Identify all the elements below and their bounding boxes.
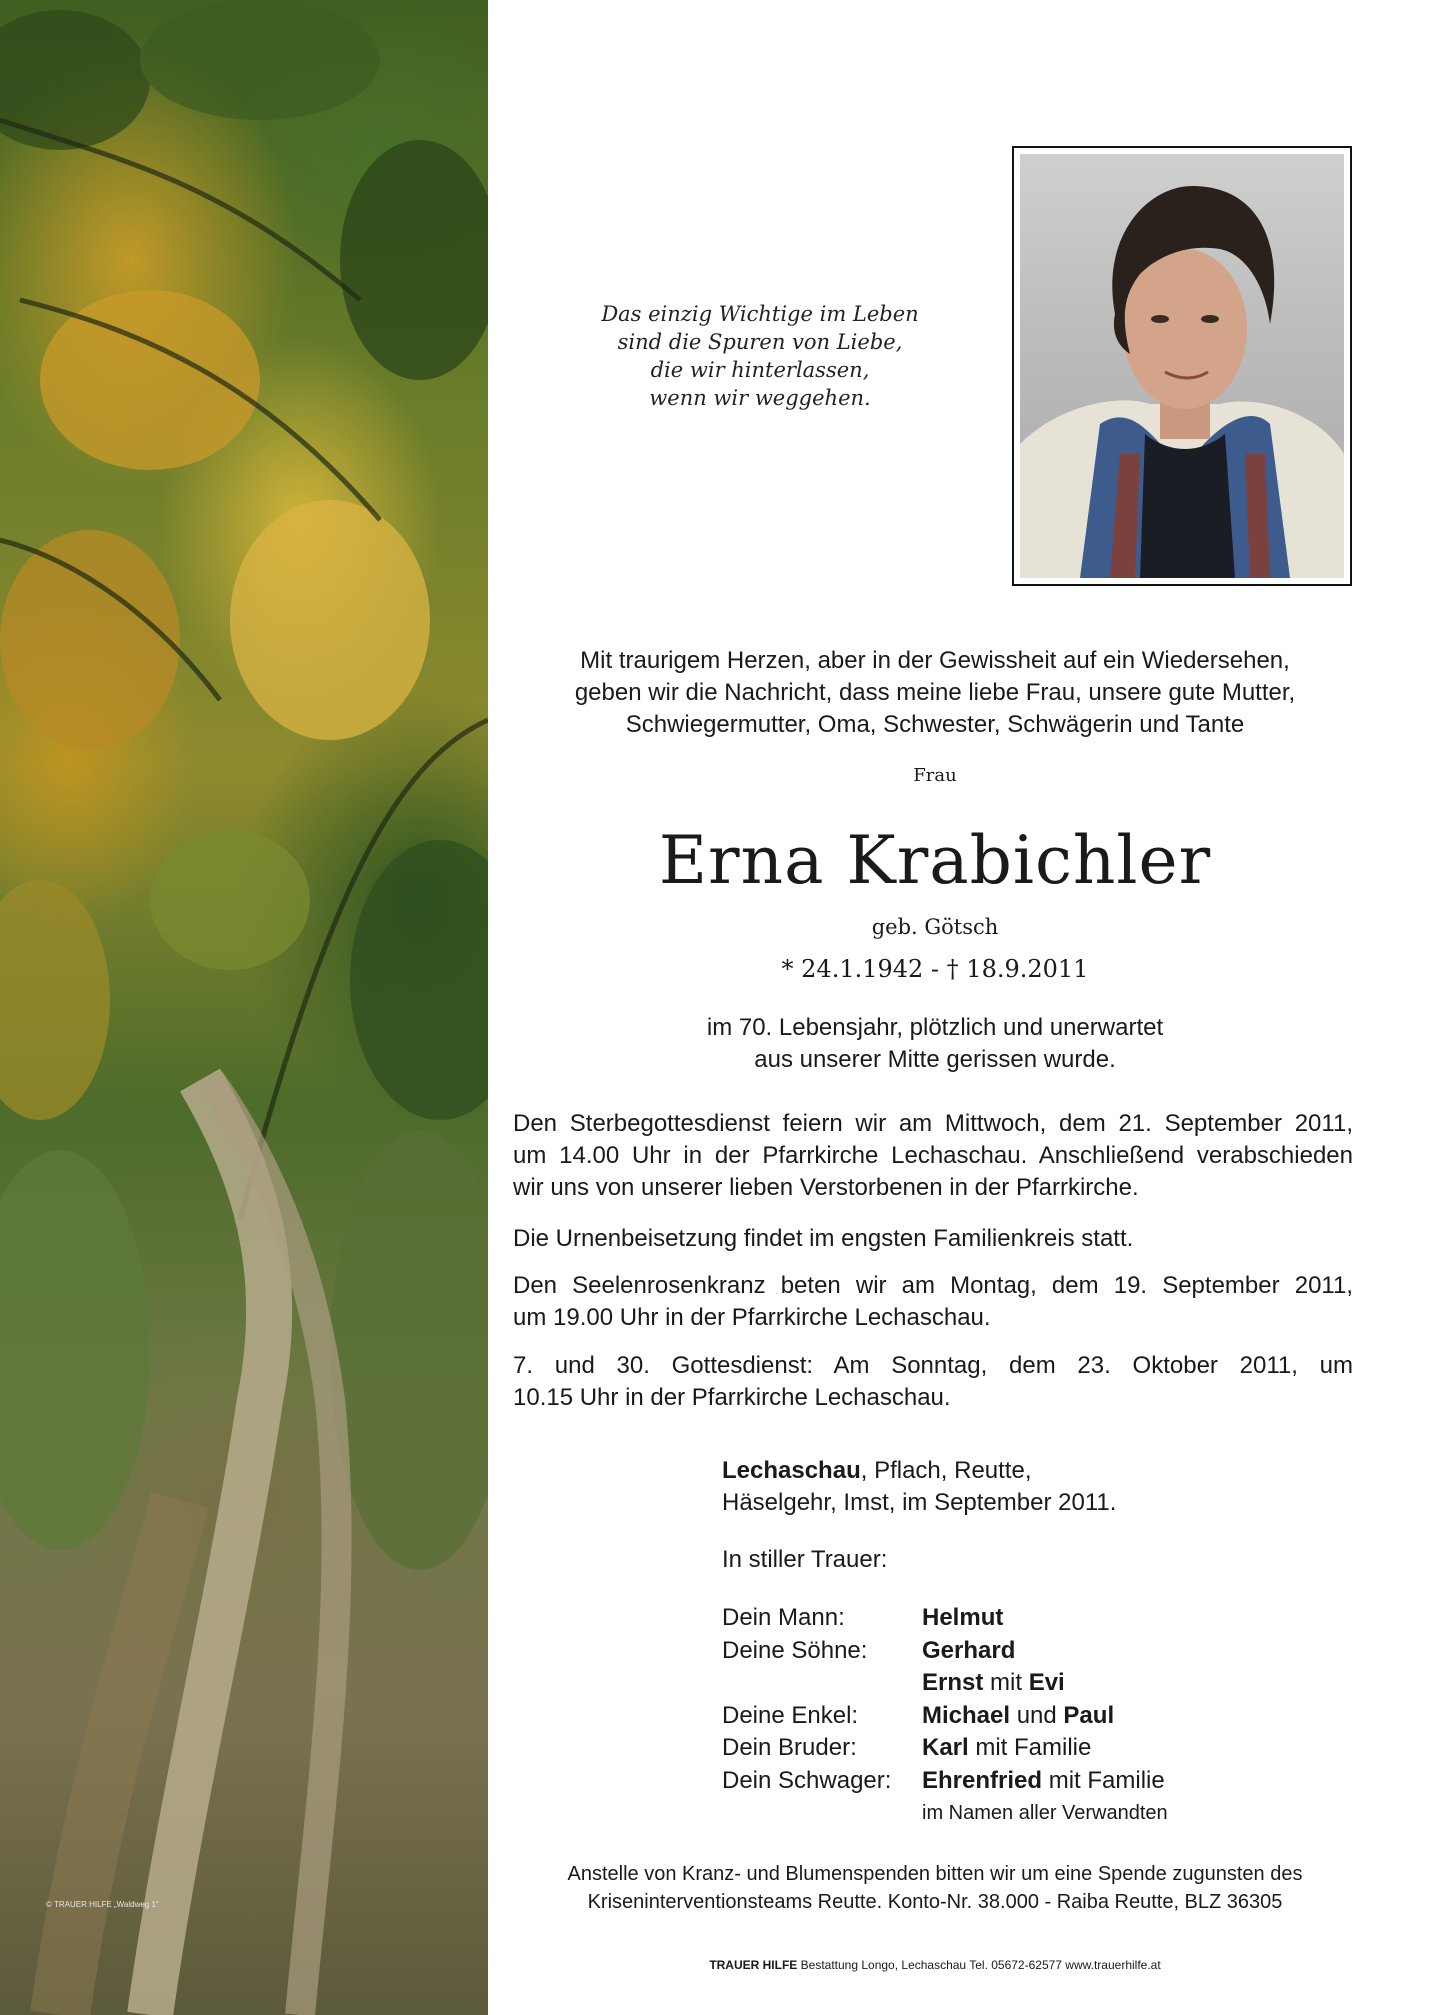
mourner-relation: Dein Mann:	[722, 1604, 845, 1631]
rosary-paragraph	[513, 1270, 1353, 1334]
life-dates: * 24.1.1942 - † 18.9.2011	[781, 955, 1089, 983]
mourner-connector: mit	[983, 1669, 1029, 1696]
paragraph-line: Den Seelenrosenkranz beten wir am Montag, dem 19. September 2011,	[513, 1272, 1353, 1299]
intro-line: Schwiegermutter, Oma, Schwester, Schwägerin und Tante	[625, 711, 1245, 738]
paragraph-line: 10.15 Uhr in der Pfarrkirche Lechaschau.	[513, 1384, 951, 1411]
funeral-service-paragraph	[513, 1108, 1353, 1204]
portrait-photo	[1020, 154, 1344, 578]
place-line2: Häselgehr, Imst, im September 2011.	[722, 1489, 1117, 1516]
mourner-name: Ehrenfried	[922, 1766, 1043, 1794]
mourner-name: Ernst	[922, 1669, 984, 1696]
honorific: Frau	[913, 765, 957, 786]
image-copyright: © TRAUER HILFE „Waldweg 1“	[46, 1900, 159, 1909]
mourner-name: Gerhard	[922, 1636, 1016, 1664]
quote-line: sind die Spuren von Liebe,	[617, 330, 903, 354]
mourner-connector: und	[1010, 1701, 1064, 1729]
portrait-frame	[1012, 146, 1352, 586]
mourner-connector: mit Familie	[1042, 1766, 1165, 1794]
mourner-relation: Deine Enkel:	[722, 1701, 859, 1729]
quote-line: die wir hinterlassen,	[650, 358, 870, 382]
deceased-name: Erna Krabichler	[658, 822, 1212, 899]
urn-burial-paragraph	[513, 1223, 1353, 1255]
paragraph-line: um 19.00 Uhr in der Pfarrkirche Lechaschau.	[513, 1304, 991, 1331]
forest-path-image	[0, 0, 488, 2015]
footer-brand: TRAUER HILFE	[709, 1958, 798, 1972]
mourner-name: Karl	[922, 1734, 969, 1761]
age-line: aus unserer Mitte gerissen wurde.	[754, 1046, 1116, 1073]
paragraph-line: 7. und 30. Gottesdienst: Am Sonntag, dem 23. Oktober 2011, um	[513, 1352, 1353, 1379]
relatives-note: im Namen aller Verwandten	[922, 1802, 1168, 1824]
quote-line: wenn wir weggehen.	[649, 386, 871, 410]
mourner-name: Evi	[1028, 1669, 1065, 1696]
donation-line: Kriseninterventionsteams Reutte. Konto-Nr. 38.000 - Raiba Reutte, BLZ 36305	[587, 1891, 1283, 1913]
paragraph-line: wir uns von unserer lieben Verstorbenen in der Pfarrkirche.	[513, 1174, 1139, 1201]
intro-line: geben wir die Nachricht, dass meine liebe Frau, unsere gute Mutter,	[574, 679, 1296, 706]
place-and-date	[722, 1455, 1116, 1519]
memorial-quote	[570, 300, 950, 412]
paragraph-line: Den Sterbegottesdienst feiern wir am Mittwoch, dem 21. September 2011,	[513, 1110, 1353, 1137]
age-line: im 70. Lebensjahr, plötzlich und unerwartet	[706, 1014, 1164, 1041]
memorial-masses-paragraph	[513, 1350, 1353, 1414]
paragraph-line: Die Urnenbeisetzung findet im engsten Familienkreis statt.	[513, 1225, 1134, 1252]
place-rest: , Pflach, Reutte,	[860, 1457, 1032, 1484]
mourner-relation: Dein Bruder:	[722, 1734, 857, 1761]
mourning-heading: In stiller Trauer:	[722, 1546, 888, 1573]
intro-text	[510, 645, 1360, 741]
forest-path-illustration	[0, 0, 488, 2015]
mourner-name: Michael	[922, 1701, 1011, 1729]
donation-request	[510, 1860, 1360, 1916]
place-bold: Lechaschau	[722, 1457, 861, 1484]
funeral-home-footer	[510, 1958, 1360, 1972]
age-text	[510, 1012, 1360, 1076]
mourner-name: Paul	[1063, 1701, 1115, 1729]
maiden-name: geb. Götsch	[871, 915, 999, 939]
paragraph-line: um 14.00 Uhr in der Pfarrkirche Lechaschau. Anschließend verabschieden	[513, 1142, 1353, 1169]
mourner-relation: Deine Söhne:	[722, 1636, 868, 1664]
mourner-name: Helmut	[922, 1604, 1004, 1631]
footer-text: Bestattung Longo, Lechaschau Tel. 05672-62577 www.trauerhilfe.at	[797, 1958, 1161, 1972]
mourner-relation: Dein Schwager:	[722, 1766, 892, 1794]
donation-line: Anstelle von Kranz- und Blumenspenden bitten wir um eine Spende zugunsten des	[567, 1863, 1303, 1885]
quote-line: Das einzig Wichtige im Leben	[601, 302, 919, 326]
mourner-connector: mit Familie	[968, 1734, 1092, 1761]
intro-line: Mit traurigem Herzen, aber in der Gewissheit auf ein Wiedersehen,	[580, 647, 1290, 674]
